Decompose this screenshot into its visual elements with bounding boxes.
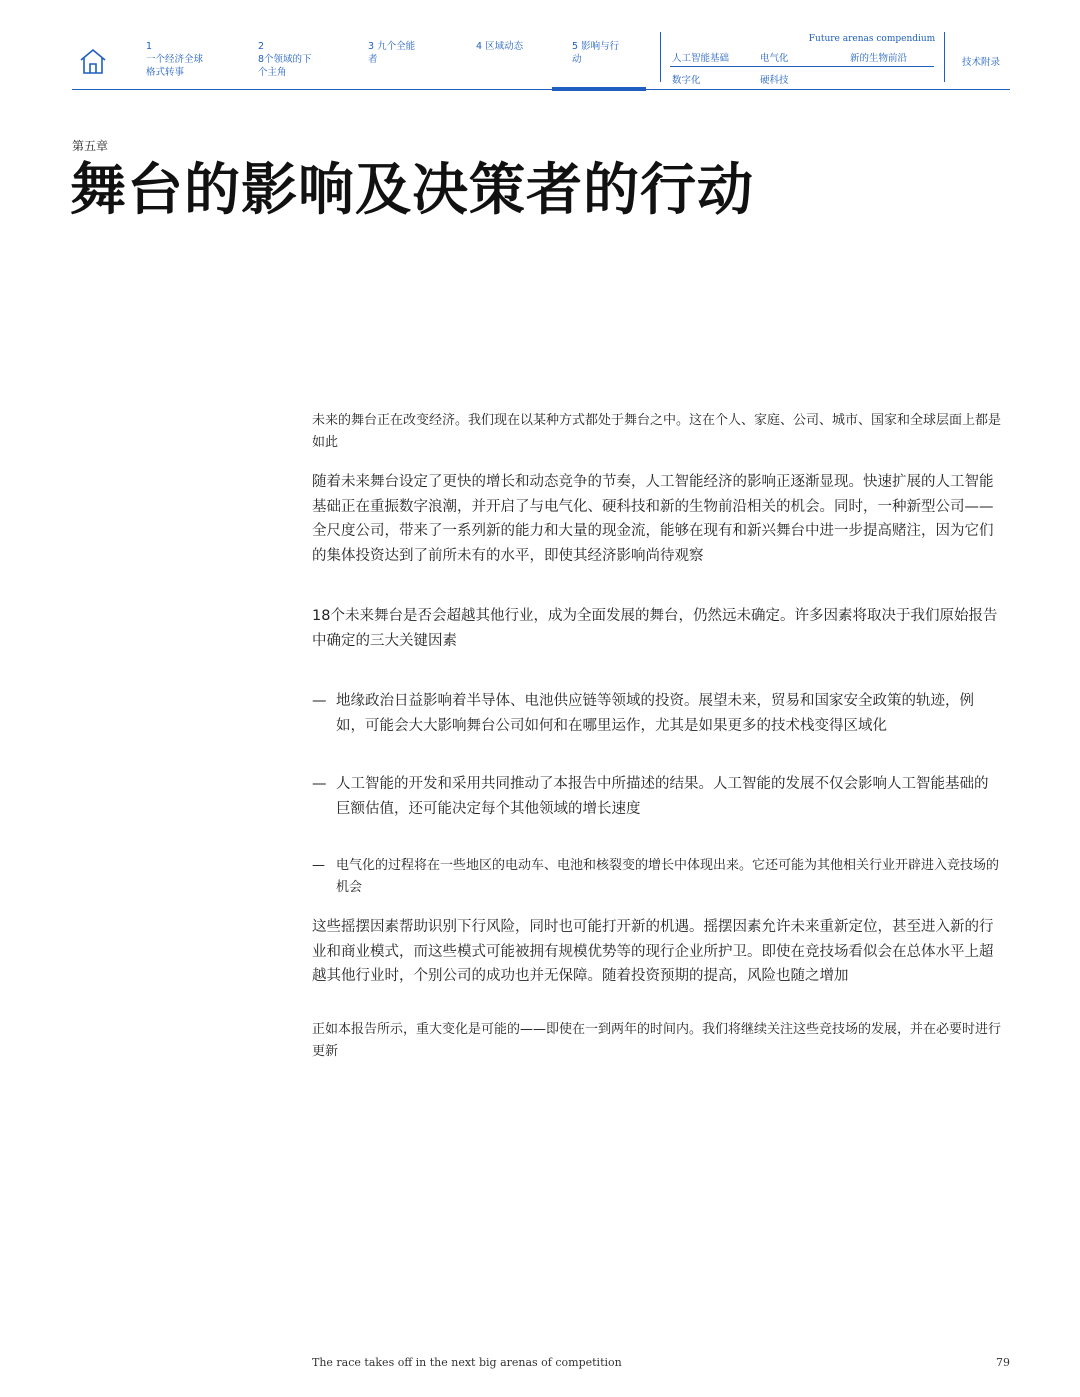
nav-item-number: 1 [146,41,153,52]
nav-item-number: 2 [258,41,265,52]
compendium-title: Future arenas compendium [808,34,936,44]
nav-divider [660,32,661,82]
paragraph-intro: 未来的舞台正在改变经济。我们现在以某种方式都处于舞台之中。这在个人、家庭、公司、城市、国家和全球层面上都是如此 [312,413,1002,450]
nav-item-label: 8个领域的下个主角 [258,54,312,78]
nav-item-label: 一个经济全球格式转事 [146,54,204,78]
paragraph-ai-economy: 随着未来舞台设定了更快的增长和动态竞争的节奏，人工智能经济的影响正逐渐显现。快速扩展的人工智能基础正在重振数字浪潮，并开启了与电气化、硬科技和新的生物前沿相关的机会。同时，一种新型公司——全尺度公司，带来了一系列新的能力和大量的现金流，能够在现有和新兴舞台中进一步提高赌注，因为它们的集体投资达到了前所未有的水平，即使其经济影响尚待观察 [312,474,994,564]
bullet-geopolitics [312,689,1002,738]
compendium-item-bio[interactable]: 新的生物前沿 [850,53,908,64]
paragraph-swing-factors: 这些摇摆因素帮助识别下行风险，同时也可能打开新的机遇。摇摆因素允许未来重新定位，甚至进入新的行业和商业模式，而这些模式可能被拥有规模优势等的现行企业所护卫。即使在竞技场看似会在总体水平上超越其他行业时，个别公司的成功也并无保障。随着投资预期的提高，风险也随之增加 [312,919,994,984]
compendium-rule [670,66,934,67]
bullet-text: 电气化的过程将在一些地区的电动车、电池和核裂变的增长中体现出来。它还可能为其他相关行业开辟进入竞技场的机会 [336,858,1000,895]
bullet-electrification [312,855,1002,899]
nav-item-chapter-2[interactable] [258,40,316,79]
nav-item-label: 3 九个全能者 [368,41,416,65]
compendium-item-digitization[interactable]: 数字化 [672,75,701,86]
compendium-item-electrification[interactable]: 电气化 [760,53,789,64]
bullet-text: 地缘政治日益影响着半导体、电池供应链等领域的投资。展望未来，贸易和国家安全政策的轨迹，例如，可能会大大影响舞台公司如何和在哪里运作，尤其是如果更多的技术栈变得区域化 [336,693,974,734]
nav-divider [944,32,945,82]
nav-item-chapter-1[interactable] [146,40,210,79]
home-icon[interactable] [78,46,108,76]
paragraph-closing: 正如本报告所示，重大变化是可能的——即使在一到两年的时间内。我们将继续关注这些竞技场的发展，并在必要时进行更新 [312,1021,1002,1059]
nav-item-chapter-4[interactable] [476,40,524,53]
compendium-item-ai[interactable]: 人工智能基础 [672,53,730,64]
page-number: 79 [996,1356,1010,1369]
nav-item-chapter-5[interactable] [572,40,624,66]
nav-item-label: 5 影响与行动 [572,41,620,65]
paragraph-key-factors: 18个未来舞台是否会超越其他行业，成为全面发展的舞台，仍然远未确定。许多因素将取决于我们原始报告中确定的三大关键因素 [312,608,998,649]
bullet-ai [312,772,1002,821]
footer-title: The race takes off in the next big arenas of competition [312,1356,622,1369]
nav-item-label: 4 区域动态 [476,41,524,52]
compendium-item-hard-tech[interactable]: 硬科技 [760,75,789,86]
bullet-dash: — [312,693,327,709]
appendix-link[interactable]: 技术附录 [962,57,1001,68]
nav-rule [72,89,1010,90]
nav-item-chapter-3[interactable] [368,40,420,66]
body-content [312,410,1002,1063]
top-navigation [72,28,1010,90]
page-title: 舞台的影响及决策者的行动 [70,158,754,223]
bullet-dash: — [312,776,327,792]
bullet-dash: — [312,858,325,873]
chapter-label: 第五章 [72,139,109,153]
bullet-text: 人工智能的开发和采用共同推动了本报告中所描述的结果。人工智能的发展不仅会影响人工智能基础的巨额估值，还可能决定每个其他领域的增长速度 [336,776,989,817]
